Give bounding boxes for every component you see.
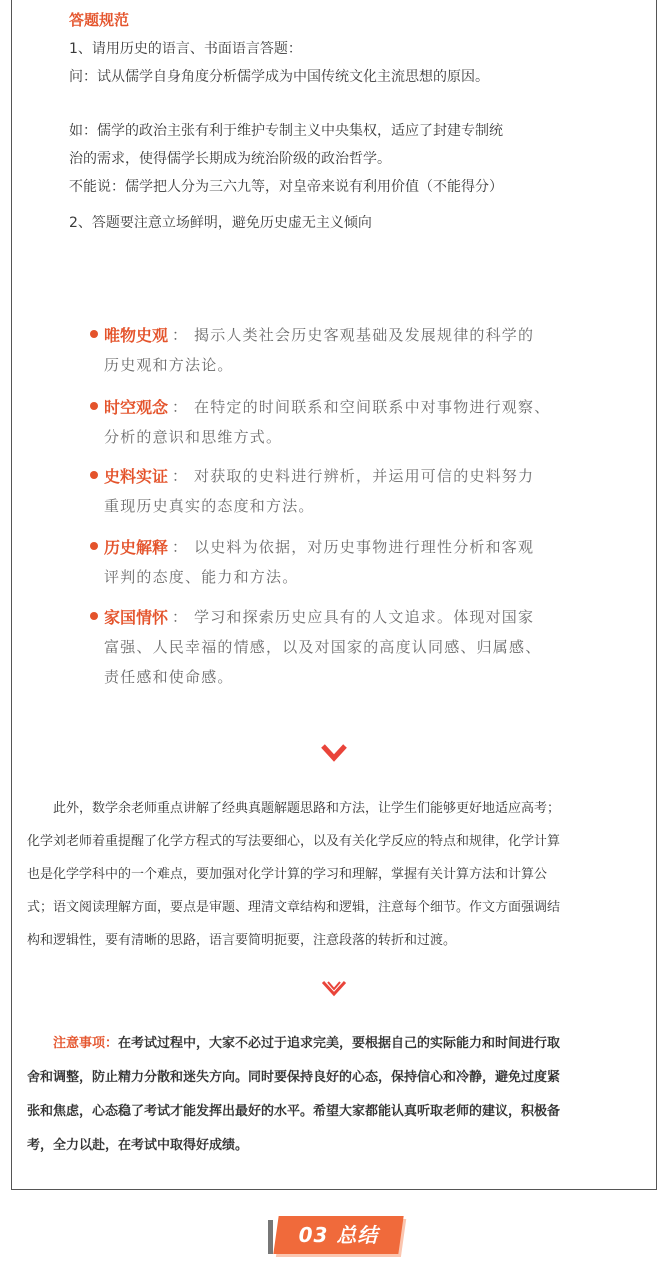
norms-line: 治的需求，使得儒学长期成为统治阶级的政治哲学。: [69, 151, 391, 167]
badge-accent-bar: [268, 1220, 273, 1254]
literacy-term: 唯物史观: [104, 326, 169, 345]
norms-line: 问：试从儒学自身角度分析儒学成为中国传统文化主流思想的原因。: [69, 69, 489, 85]
literacy-desc: 以史料为依据，对历史事物进行理性分析和客观: [194, 538, 535, 556]
norms-line: 不能说：儒学把人分为三六九等，对皇帝来说有利用价值（不能得分）: [69, 179, 503, 195]
literacy-term: 历史解释: [104, 538, 169, 557]
dot-icon: [90, 330, 98, 338]
paragraph-line: 构和逻辑性，要有清晰的思路，语言要简明扼要，注意段落的转折和过渡。: [27, 933, 457, 948]
paragraph-line: [27, 1032, 560, 1051]
paragraph-line: 此外，数学余老师重点讲解了经典真题解题思路和方法，让学生们能够更好地适应高考；: [27, 801, 561, 816]
norms-line: 如：儒学的政治主张有利于维护专制主义中央集权，适应了封建专制统: [69, 123, 503, 139]
norms-title: 答题规范: [69, 11, 130, 29]
literacy-desc: 对获取的史料进行辨析，并运用可信的史料努力: [194, 467, 535, 485]
literacy-sep: ：: [172, 467, 189, 485]
literacy-desc: 重现历史真实的态度和方法。: [104, 497, 315, 515]
notice-text: 在考试过程中，大家不必过于追求完美，要根据自己的实际能力和时间进行取: [118, 1036, 561, 1051]
dot-icon: [90, 612, 98, 620]
dot-icon: [90, 471, 98, 479]
literacy-sep: ：: [172, 326, 189, 344]
paragraph-line: 化学刘老师着重提醒了化学方程式的写法要细心，以及有关化学反应的特点和规律，化学计算: [27, 834, 561, 849]
notice-label: 注意事项：: [27, 1036, 119, 1051]
literacy-sep: ：: [172, 398, 189, 416]
literacy-sep: ：: [172, 538, 189, 556]
literacy-desc: 评判的态度、能力和方法。: [104, 568, 299, 586]
paragraph-line: 也是化学学科中的一个难点，要加强对化学计算的学习和理解，掌握有关计算方法和计算公: [27, 867, 548, 882]
paragraph-line: 式；语文阅读理解方面，要点是审题、理清文章结构和逻辑，注意每个细节。作文方面强调结: [27, 900, 561, 915]
chevron-down-icon: [321, 743, 347, 763]
paragraph-line: 考，全力以赴，在考试中取得好成绩。: [27, 1138, 249, 1153]
literacy-desc: 学习和探索历史应具有的人文追求。体现对国家: [194, 608, 535, 626]
norms-line: 2、答题要注意立场鲜明，避免历史虚无主义倾向: [69, 215, 372, 231]
chevron-down-icon: [321, 979, 347, 999]
section-badge: 03 总结: [298, 1223, 379, 1247]
literacy-sep: ：: [172, 608, 189, 626]
literacy-desc: 责任感和使命感。: [104, 668, 234, 686]
literacy-desc: 历史观和方法论。: [104, 356, 234, 374]
literacy-desc: 在特定的时间联系和空间联系中对事物进行观察、: [194, 398, 551, 416]
paragraph-line: 舍和调整，防止精力分散和迷失方向。同时要保持良好的心态，保持信心和冷静，避免过度紧: [27, 1070, 561, 1085]
dot-icon: [90, 542, 98, 550]
paragraph-line: 张和焦虑，心态稳了考试才能发挥出最好的水平。希望大家都能认真听取老师的建议，积极备: [27, 1104, 561, 1119]
literacy-term: 时空观念: [104, 398, 169, 417]
literacy-term: 史料实证: [104, 467, 169, 486]
norms-line: 1、请用历史的语言、书面语言答题：: [69, 41, 302, 57]
literacy-desc: 揭示人类社会历史客观基础及发展规律的科学的: [194, 326, 535, 344]
literacy-term: 家国情怀: [104, 608, 169, 627]
answer-norms-block: [55, 0, 635, 300]
literacy-desc: 富强、人民幸福的情感，以及对国家的高度认同感、归属感、: [104, 638, 542, 656]
literacy-desc: 分析的意识和思维方式。: [104, 428, 283, 446]
dot-icon: [90, 402, 98, 410]
